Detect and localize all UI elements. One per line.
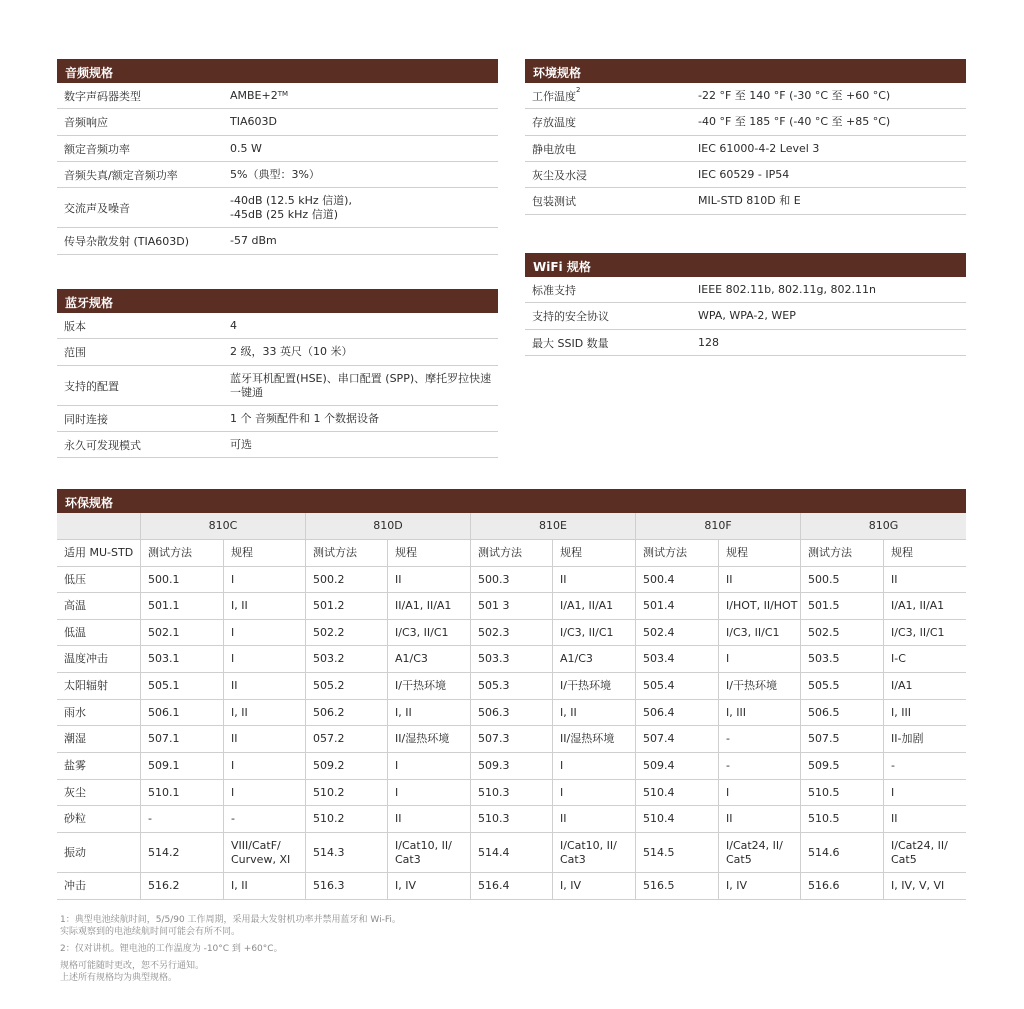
environment-spec-row: [525, 109, 966, 136]
table-subheader-cell: 测试方法: [635, 540, 718, 567]
spec-value: [230, 345, 498, 359]
test-method-cell: 514.4: [470, 833, 552, 873]
env-protection-table: [57, 540, 966, 900]
spec-value-text: AMBE+2: [230, 88, 278, 102]
procedure-cell: I: [552, 780, 635, 806]
wifi-spec-rows: [525, 277, 966, 356]
spec-label-text: 交流声及噪音: [64, 201, 130, 215]
wifi-spec-section: [525, 253, 966, 356]
audio-spec-row: [57, 162, 498, 188]
procedure-cell: I, IV: [552, 873, 635, 900]
spec-value-text: IEC 60529 - IP54: [698, 167, 790, 181]
procedure-cell: I, II: [552, 700, 635, 726]
bluetooth-spec-row: [57, 432, 498, 458]
table-subheader-cell: 规程: [883, 540, 966, 567]
procedure-cell: I: [387, 753, 470, 780]
procedure-cell: I: [387, 780, 470, 806]
test-method-cell: 507.5: [800, 726, 883, 753]
spec-label: [64, 114, 230, 130]
spec-value: [230, 372, 498, 400]
env-protection-title: 环保规格: [57, 489, 966, 513]
spec-value: [698, 115, 966, 129]
test-method-cell: 509.4: [635, 753, 718, 780]
procedure-cell: I/Cat24, II/ Cat5: [718, 833, 800, 873]
test-name-cell: 太阳辐射: [57, 673, 140, 700]
procedure-cell: I: [718, 780, 800, 806]
footnote: 1：典型电池续航时间，5/5/90 工作周期，采用最大发射机功率并禁用蓝牙和 Wi-Fi。 实际观察到的电池续航时间可能会有所不同。: [60, 915, 401, 937]
test-method-cell: 503.5: [800, 646, 883, 673]
procedure-cell: I, III: [883, 700, 966, 726]
spec-label-text: 工作温度: [532, 89, 576, 103]
spec-label-text: 支持的配置: [64, 379, 119, 393]
test-method-cell: 500.2: [305, 567, 387, 593]
spec-value-text: -57 dBm: [230, 234, 277, 247]
procedure-cell: I/A1, II/A1: [552, 593, 635, 620]
procedure-cell: II: [223, 726, 305, 753]
procedure-cell: I: [223, 646, 305, 673]
environment-spec-row: [525, 162, 966, 188]
test-method-cell: 516.3: [305, 873, 387, 900]
spec-value: [230, 319, 498, 333]
audio-spec-row: [57, 109, 498, 136]
test-method-cell: 510.1: [140, 780, 223, 806]
spec-value: [698, 194, 966, 208]
test-method-cell: 502.5: [800, 620, 883, 646]
procedure-cell: II: [718, 567, 800, 593]
procedure-cell: I: [552, 753, 635, 780]
spec-value-text: TIA603D: [230, 115, 277, 128]
spec-value-text: WPA, WPA-2, WEP: [698, 309, 796, 322]
test-method-cell: 509.1: [140, 753, 223, 780]
spec-value-text: 5%（典型：3%）: [230, 167, 320, 181]
test-method-cell: 510.4: [635, 806, 718, 833]
procedure-cell: II: [223, 673, 305, 700]
model-header-cell: 810G: [800, 513, 966, 540]
procedure-cell: I/C3, II/C1: [387, 620, 470, 646]
test-name-cell: 砂粒: [57, 806, 140, 833]
spec-value: [230, 89, 498, 103]
table-subheader-cell: 规程: [387, 540, 470, 567]
environment-spec-title: 环境规格: [525, 59, 966, 83]
test-method-cell: 503.1: [140, 646, 223, 673]
test-method-cell: 510.2: [305, 806, 387, 833]
test-method-cell: 510.4: [635, 780, 718, 806]
test-method-cell: 510.5: [800, 780, 883, 806]
spec-label-text: 数字声码器类型: [64, 89, 141, 103]
procedure-cell: II/A1, II/A1: [387, 593, 470, 620]
env-protection-section: [57, 489, 966, 900]
test-name-cell: 低温: [57, 620, 140, 646]
procedure-cell: II: [883, 806, 966, 833]
procedure-cell: I, IV: [387, 873, 470, 900]
spec-label-text: 音频失真/额定音频功率: [64, 168, 178, 182]
procedure-cell: I/C3, II/C1: [883, 620, 966, 646]
spec-label-text: 传导杂散发射 (TIA603D): [64, 235, 190, 248]
test-method-cell: 514.2: [140, 833, 223, 873]
procedure-cell: I: [718, 646, 800, 673]
spec-label: [532, 141, 698, 157]
procedure-cell: -: [718, 753, 800, 780]
spec-label: [64, 88, 230, 104]
spec-label: [64, 141, 230, 157]
spec-value-text: -40dB (12.5 kHz 信道), -45dB (25 kHz 信道): [230, 193, 352, 221]
spec-label: [532, 282, 698, 298]
table-subheader-cell: 适用 MU-STD: [57, 540, 140, 567]
audio-spec-section: [57, 59, 498, 255]
test-method-cell: 506.2: [305, 700, 387, 726]
test-method-cell: 505.1: [140, 673, 223, 700]
procedure-cell: -: [718, 726, 800, 753]
test-method-cell: 510.2: [305, 780, 387, 806]
test-method-cell: 516.2: [140, 873, 223, 900]
test-method-cell: 516.4: [470, 873, 552, 900]
spec-label-text: 支持的安全协议: [532, 310, 609, 323]
footnote-marker: 2: [576, 85, 581, 94]
audio-spec-row: [57, 83, 498, 109]
test-method-cell: 500.5: [800, 567, 883, 593]
test-method-cell: 510.3: [470, 806, 552, 833]
spec-value: [230, 168, 498, 182]
test-method-cell: 505.4: [635, 673, 718, 700]
spec-value: [698, 168, 966, 182]
test-method-cell: 509.2: [305, 753, 387, 780]
audio-spec-title: 音频规格: [57, 59, 498, 83]
table-subheader-cell: 测试方法: [140, 540, 223, 567]
audio-spec-rows: [57, 83, 498, 255]
procedure-cell: I/C3, II/C1: [552, 620, 635, 646]
test-method-cell: 514.5: [635, 833, 718, 873]
table-subheader-cell: 规程: [223, 540, 305, 567]
test-method-cell: 501.2: [305, 593, 387, 620]
test-method-cell: 503.4: [635, 646, 718, 673]
bluetooth-spec-title: 蓝牙规格: [57, 289, 498, 313]
procedure-cell: II: [718, 806, 800, 833]
spec-label: [64, 344, 230, 360]
spec-value: [230, 438, 498, 452]
procedure-cell: I, II: [387, 700, 470, 726]
test-method-cell: 506.5: [800, 700, 883, 726]
spec-label-text: 版本: [64, 319, 86, 333]
spec-value-text: 2 级，33 英尺（10 米）: [230, 345, 353, 358]
procedure-cell: I/Cat10, II/ Cat3: [552, 833, 635, 873]
model-header-cell: 810F: [635, 513, 800, 540]
test-method-cell: 506.4: [635, 700, 718, 726]
spec-label-text: 永久可发现模式: [64, 438, 141, 452]
test-method-cell: 507.4: [635, 726, 718, 753]
spec-label: [532, 167, 698, 183]
environment-spec-section: [525, 59, 966, 215]
spec-label-text: 范围: [64, 346, 86, 359]
table-subheader-cell: 规程: [718, 540, 800, 567]
spec-value: [698, 89, 966, 103]
test-method-cell: 502.1: [140, 620, 223, 646]
test-method-cell: 514.3: [305, 833, 387, 873]
test-method-cell: 500.4: [635, 567, 718, 593]
spec-label-text: 静电放电: [532, 142, 576, 156]
bluetooth-spec-row: [57, 366, 498, 406]
test-method-cell: 501.1: [140, 593, 223, 620]
procedure-cell: I, IV: [718, 873, 800, 900]
procedure-cell: I-C: [883, 646, 966, 673]
spec-label: [532, 193, 698, 209]
spec-value: [230, 115, 498, 129]
procedure-cell: A1/C3: [552, 646, 635, 673]
spec-value-text: -40 °F 至 185 °F (-40 °C 至 +85 °C): [698, 115, 891, 128]
spec-label-text: 包装测试: [532, 195, 576, 208]
test-method-cell: 502.2: [305, 620, 387, 646]
spec-value-text: IEC 61000-4-2 Level 3: [698, 141, 820, 155]
test-method-cell: 501.5: [800, 593, 883, 620]
spec-value: [230, 142, 498, 156]
test-method-cell: 506.1: [140, 700, 223, 726]
spec-value-text: 蓝牙耳机配置(HSE)、串口配置 (SPP)、摩托罗拉快速 一键通: [230, 371, 492, 399]
spec-label: [532, 85, 698, 104]
procedure-cell: I/A1, II/A1: [883, 593, 966, 620]
test-method-cell: 503.3: [470, 646, 552, 673]
procedure-cell: II/湿热环境: [387, 726, 470, 753]
bluetooth-spec-row: [57, 339, 498, 366]
procedure-cell: I: [883, 780, 966, 806]
test-method-cell: 514.6: [800, 833, 883, 873]
procedure-cell: II: [883, 567, 966, 593]
spec-label: [64, 318, 230, 334]
spec-label: [64, 411, 230, 427]
model-header-cell: 810C: [140, 513, 305, 540]
spec-label-text: 标准支持: [532, 283, 576, 297]
environment-spec-row: [525, 83, 966, 109]
test-method-cell: 057.2: [305, 726, 387, 753]
wifi-spec-title: WiFi 规格: [525, 253, 966, 277]
spec-value: [230, 412, 498, 426]
model-header-blank: [57, 513, 140, 540]
spec-value-text: 4: [230, 318, 237, 332]
procedure-cell: II-加剧: [883, 726, 966, 753]
procedure-cell: I/A1: [883, 673, 966, 700]
wifi-spec-row: [525, 303, 966, 330]
spec-label: [64, 200, 230, 216]
test-method-cell: 510.5: [800, 806, 883, 833]
procedure-cell: I/干热环境: [552, 673, 635, 700]
spec-label: [64, 378, 230, 394]
test-method-cell: 501.4: [635, 593, 718, 620]
procedure-cell: A1/C3: [387, 646, 470, 673]
spec-value-text: IEEE 802.11b, 802.11g, 802.11n: [698, 282, 876, 296]
test-method-cell: 505.5: [800, 673, 883, 700]
spec-value: [230, 194, 498, 222]
test-name-cell: 温度冲击: [57, 646, 140, 673]
test-name-cell: 高温: [57, 593, 140, 620]
test-method-cell: 502.3: [470, 620, 552, 646]
test-method-cell: 507.1: [140, 726, 223, 753]
test-method-cell: -: [140, 806, 223, 833]
spec-label: [64, 233, 230, 249]
bluetooth-spec-row: [57, 313, 498, 339]
spec-value: [698, 142, 966, 156]
procedure-cell: I/干热环境: [387, 673, 470, 700]
test-name-cell: 振动: [57, 833, 140, 873]
test-method-cell: 501 3: [470, 593, 552, 620]
spec-value-text: 128: [698, 335, 719, 349]
spec-label: [64, 167, 230, 183]
spec-value: [698, 336, 966, 350]
model-header-cell: 810D: [305, 513, 470, 540]
table-subheader-cell: 测试方法: [305, 540, 387, 567]
test-method-cell: 500.1: [140, 567, 223, 593]
footnote: 2：仅对讲机。锂电池的工作温度为 -10°C 到 +60°C。: [60, 944, 283, 954]
test-method-cell: 503.2: [305, 646, 387, 673]
wifi-spec-row: [525, 330, 966, 356]
test-method-cell: 505.3: [470, 673, 552, 700]
bluetooth-spec-section: [57, 289, 498, 458]
spec-value: [230, 234, 498, 248]
spec-value-text: -22 °F 至 140 °F (-30 °C 至 +60 °C): [698, 88, 891, 102]
procedure-cell: I, III: [718, 700, 800, 726]
test-name-cell: 冲击: [57, 873, 140, 900]
table-subheader-cell: 规程: [552, 540, 635, 567]
procedure-cell: I, IV, V, VI: [883, 873, 966, 900]
procedure-cell: II: [387, 567, 470, 593]
spec-label-text: 存放温度: [532, 116, 576, 129]
procedure-cell: I/HOT, II/HOT: [718, 593, 800, 620]
spec-label-text: 灰尘及水浸: [532, 168, 587, 182]
test-method-cell: 500.3: [470, 567, 552, 593]
test-method-cell: 502.4: [635, 620, 718, 646]
spec-label-text: 同时连接: [64, 412, 108, 426]
footnotes: [60, 914, 760, 989]
spec-label-text: 额定音频功率: [64, 142, 130, 156]
spec-value: [698, 283, 966, 297]
test-method-cell: 516.5: [635, 873, 718, 900]
spec-label: [64, 437, 230, 453]
test-name-cell: 灰尘: [57, 780, 140, 806]
procedure-cell: -: [223, 806, 305, 833]
wifi-spec-row: [525, 277, 966, 303]
bluetooth-spec-rows: [57, 313, 498, 458]
test-name-cell: 潮湿: [57, 726, 140, 753]
environment-spec-row: [525, 136, 966, 162]
spec-label: [532, 308, 698, 324]
procedure-cell: II: [387, 806, 470, 833]
procedure-cell: I: [223, 567, 305, 593]
procedure-cell: I/C3, II/C1: [718, 620, 800, 646]
test-name-cell: 盐雾: [57, 753, 140, 780]
audio-spec-row: [57, 228, 498, 255]
procedure-cell: I/Cat10, II/ Cat3: [387, 833, 470, 873]
table-subheader-cell: 测试方法: [470, 540, 552, 567]
procedure-cell: I/Cat24, II/ Cat5: [883, 833, 966, 873]
table-subheader-cell: 测试方法: [800, 540, 883, 567]
procedure-cell: I: [223, 753, 305, 780]
spec-value-text: MIL-STD 810D 和 E: [698, 194, 801, 207]
procedure-cell: I, II: [223, 593, 305, 620]
procedure-cell: VIII/CatF/ Curvew, XI: [223, 833, 305, 873]
test-name-cell: 雨水: [57, 700, 140, 726]
environment-spec-rows: [525, 83, 966, 215]
spec-label-text: 音频响应: [64, 116, 108, 129]
procedure-cell: I/干热环境: [718, 673, 800, 700]
trademark-mark: TM: [277, 89, 289, 98]
spec-value-text: 0.5 W: [230, 141, 262, 155]
procedure-cell: II/湿热环境: [552, 726, 635, 753]
test-method-cell: 507.3: [470, 726, 552, 753]
procedure-cell: -: [883, 753, 966, 780]
footnote: 规格可能随时更改，恕不另行通知。 上述所有规格均为典型规格。: [60, 961, 205, 983]
audio-spec-row: [57, 188, 498, 228]
procedure-cell: II: [552, 567, 635, 593]
procedure-cell: I, II: [223, 873, 305, 900]
spec-value-text: 1 个 音频配件和 1 个数据设备: [230, 411, 379, 425]
test-method-cell: 516.6: [800, 873, 883, 900]
spec-label: [532, 114, 698, 130]
spec-label: [532, 335, 698, 351]
model-header-row: [57, 513, 966, 540]
test-method-cell: 505.2: [305, 673, 387, 700]
procedure-cell: II: [552, 806, 635, 833]
bluetooth-spec-row: [57, 406, 498, 432]
procedure-cell: I, II: [223, 700, 305, 726]
spec-value: [698, 309, 966, 323]
test-name-cell: 低压: [57, 567, 140, 593]
spec-value-text: 可选: [230, 437, 252, 451]
test-method-cell: 510.3: [470, 780, 552, 806]
procedure-cell: I: [223, 620, 305, 646]
test-method-cell: 506.3: [470, 700, 552, 726]
audio-spec-row: [57, 136, 498, 162]
test-method-cell: 509.3: [470, 753, 552, 780]
environment-spec-row: [525, 188, 966, 215]
spec-label-text: 最大 SSID 数量: [532, 336, 609, 350]
model-header-cell: 810E: [470, 513, 635, 540]
procedure-cell: I: [223, 780, 305, 806]
test-method-cell: 509.5: [800, 753, 883, 780]
